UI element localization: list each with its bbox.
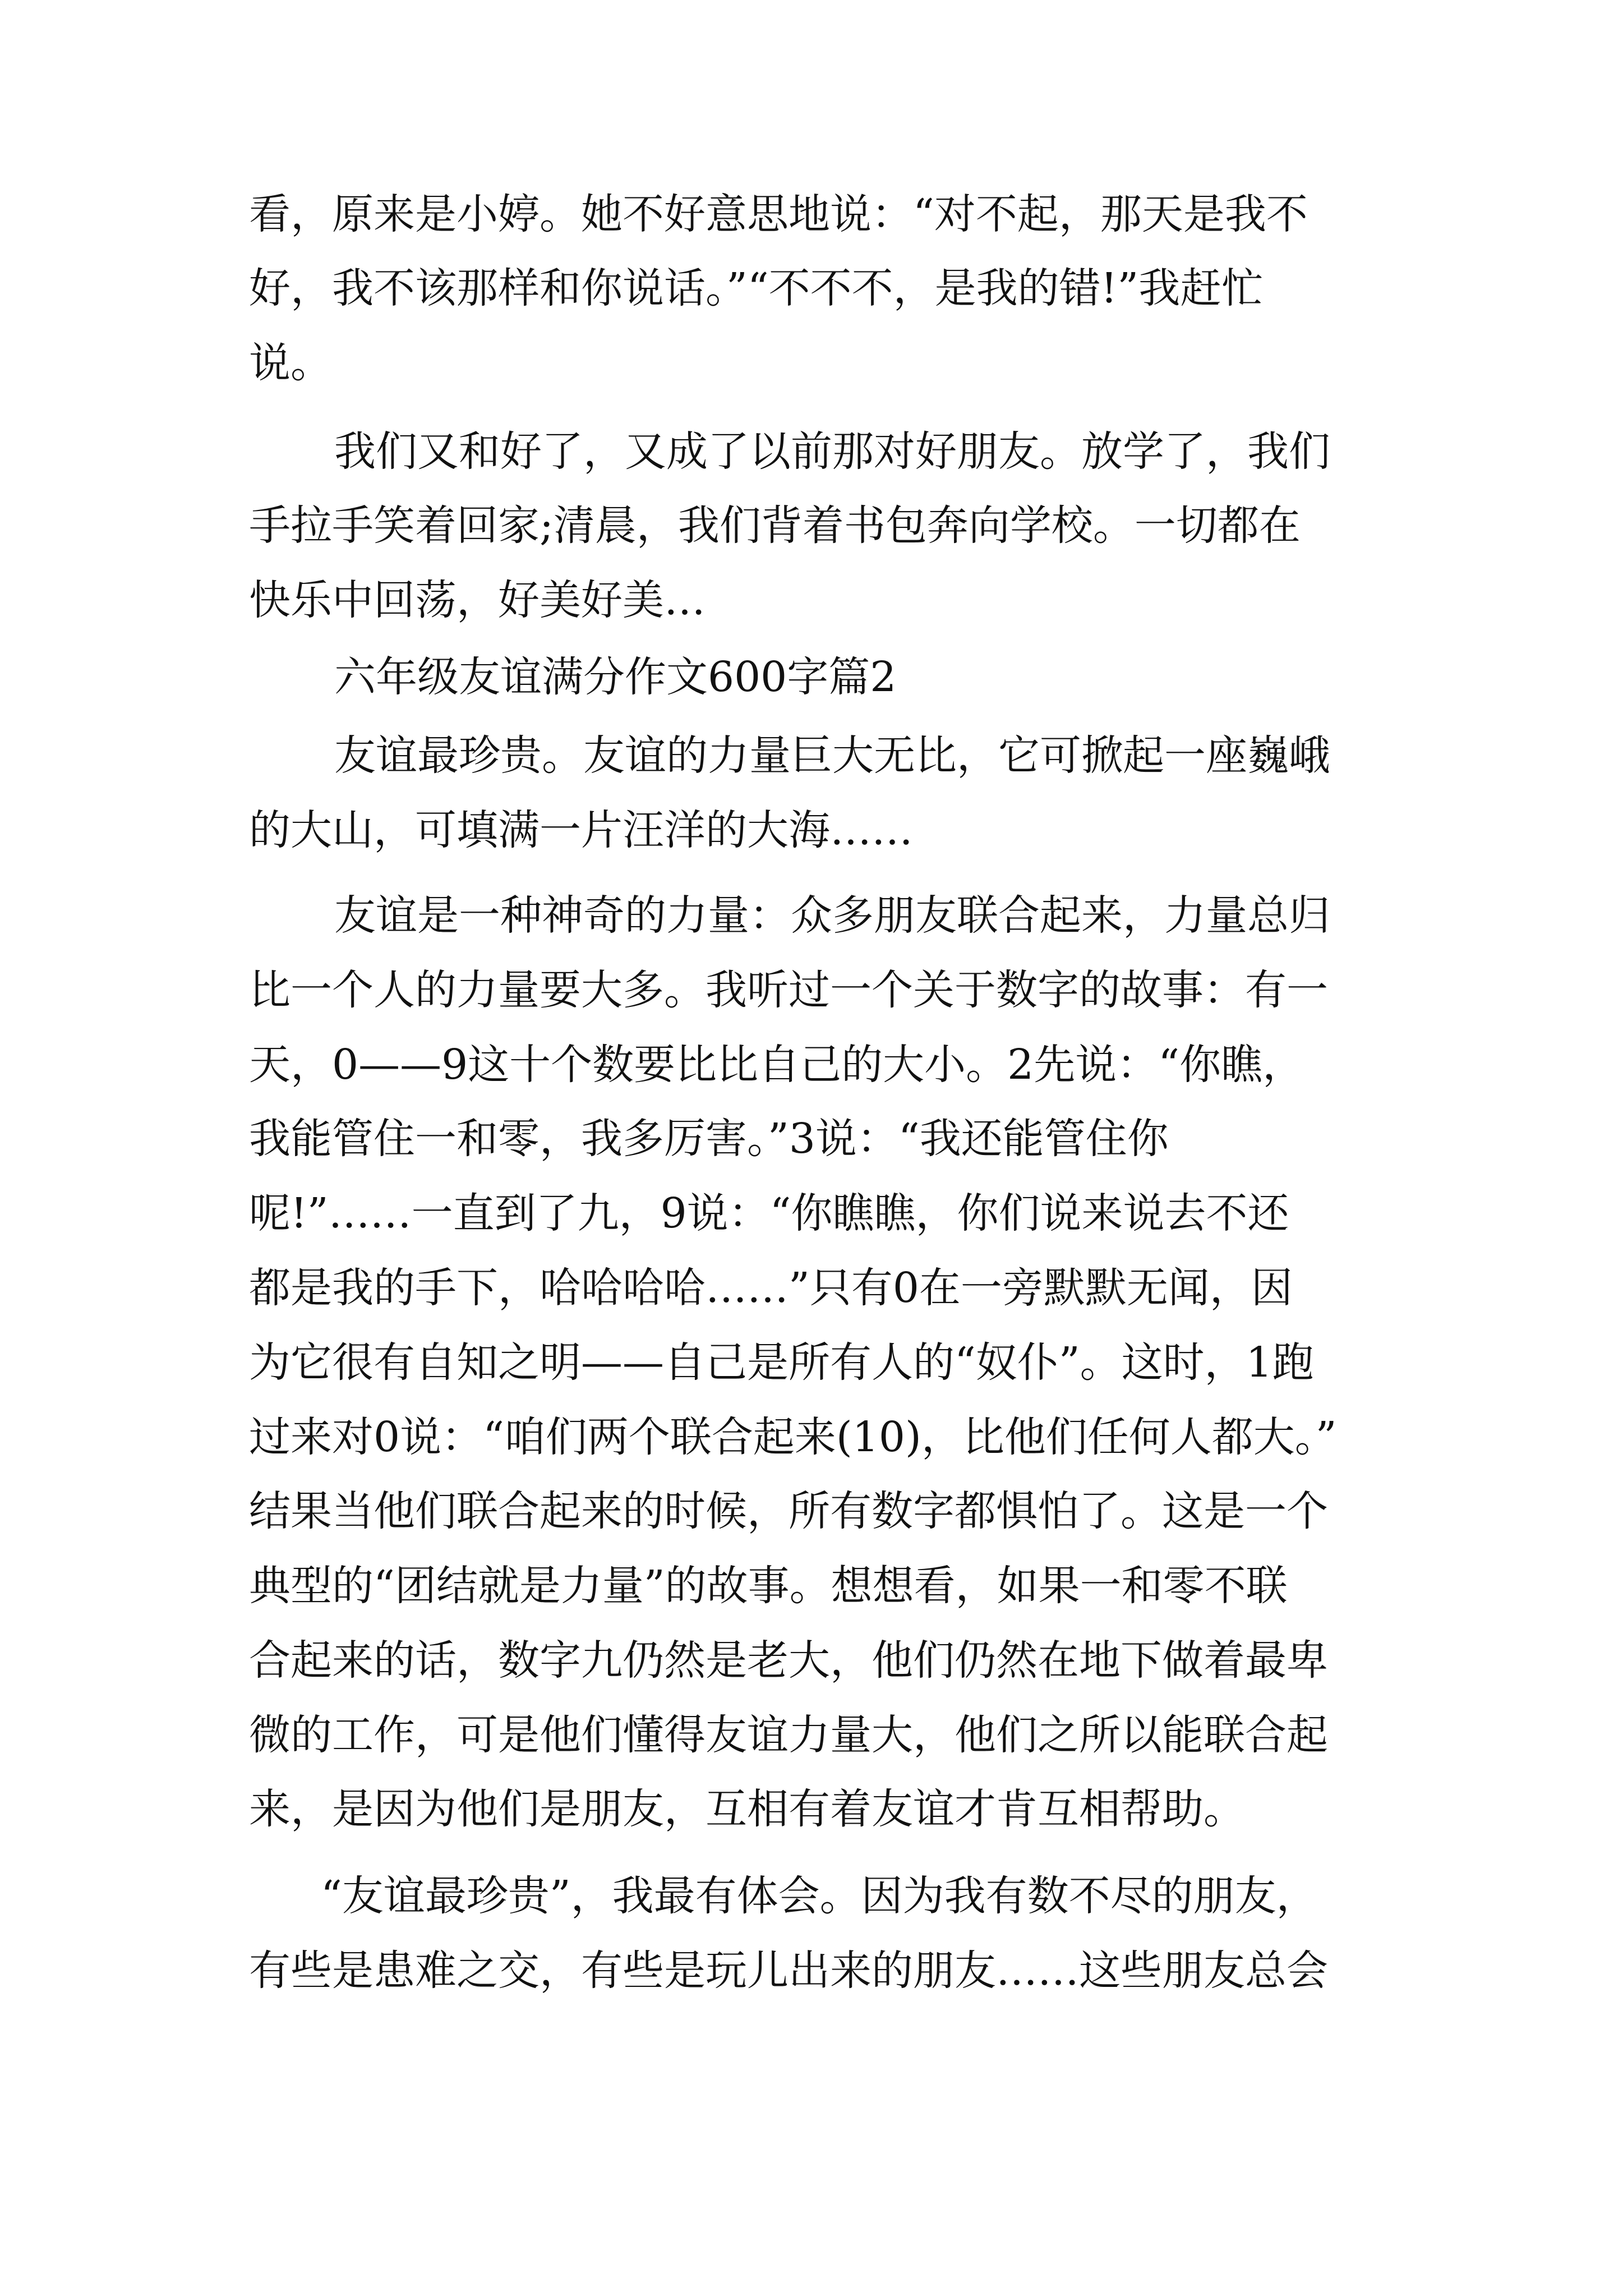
- section-heading: 六年级友谊满分作文600字篇2: [334, 653, 897, 701]
- text-line: 我能管住一和零，我多厉害。”3说：“我还能管住你: [249, 1115, 1169, 1163]
- text-line: 呢!”……一直到了九，9说：“你瞧瞧，你们说来说去不还: [249, 1189, 1289, 1237]
- text-line: 微的工作，可是他们懂得友谊力量大，他们之所以能联合起: [249, 1711, 1328, 1759]
- text-line: 来，是因为他们是朋友，互相有着友谊才肯互相帮助。: [249, 1785, 1245, 1833]
- paragraph-start-line: 友谊最珍贵。友谊的力量巨大无比，它可掀起一座巍峨: [334, 731, 1330, 780]
- text-line: 为它很有自知之明——自己是所有人的“奴仆”。这时，1跑: [249, 1338, 1314, 1387]
- text-line: 看，原来是小婷。她不好意思地说：“对不起，那天是我不: [249, 190, 1308, 238]
- text-line: 好，我不该那样和你说话。”“不不不，是我的错!”我赶忙: [249, 264, 1264, 312]
- paragraph-start-line: 我们又和好了，又成了以前那对好朋友。放学了，我们: [334, 427, 1330, 476]
- text-line: 合起来的话，数字九仍然是老大，他们仍然在地下做着最卑: [249, 1636, 1328, 1685]
- text-line: 结果当他们联合起来的时候，所有数字都惧怕了。这是一个: [249, 1487, 1328, 1535]
- text-line: 手拉手笑着回家;清晨，我们背着书包奔向学校。一切都在: [249, 501, 1301, 550]
- paragraph-start-line: “友谊最珍贵”，我最有体会。因为我有数不尽的朋友，: [321, 1872, 1318, 1920]
- text-line: 天，0——9这十个数要比比自己的大小。2先说：“你瞧，: [249, 1041, 1304, 1089]
- text-line: 快乐中回荡，好美好美…: [249, 576, 706, 624]
- text-line: 的大山，可填满一片汪洋的大海……: [249, 806, 913, 854]
- text-line: 过来对0说：“咱们两个联合起来(10)，比他们任何人都大。”: [249, 1413, 1337, 1461]
- text-line: 都是我的手下，哈哈哈哈……”只有0在一旁默默无闻，因: [249, 1264, 1293, 1312]
- paragraph-start-line: 友谊是一种神奇的力量：众多朋友联合起来，力量总归: [334, 891, 1330, 940]
- text-line: 有些是患难之交，有些是玩儿出来的朋友……这些朋友总会: [249, 1947, 1328, 1995]
- text-line: 典型的“团结就是力量”的故事。想想看，如果一和零不联: [249, 1562, 1288, 1610]
- text-line: 说。: [249, 339, 332, 387]
- text-line: 比一个人的力量要大多。我听过一个关于数字的故事：有一: [249, 966, 1328, 1014]
